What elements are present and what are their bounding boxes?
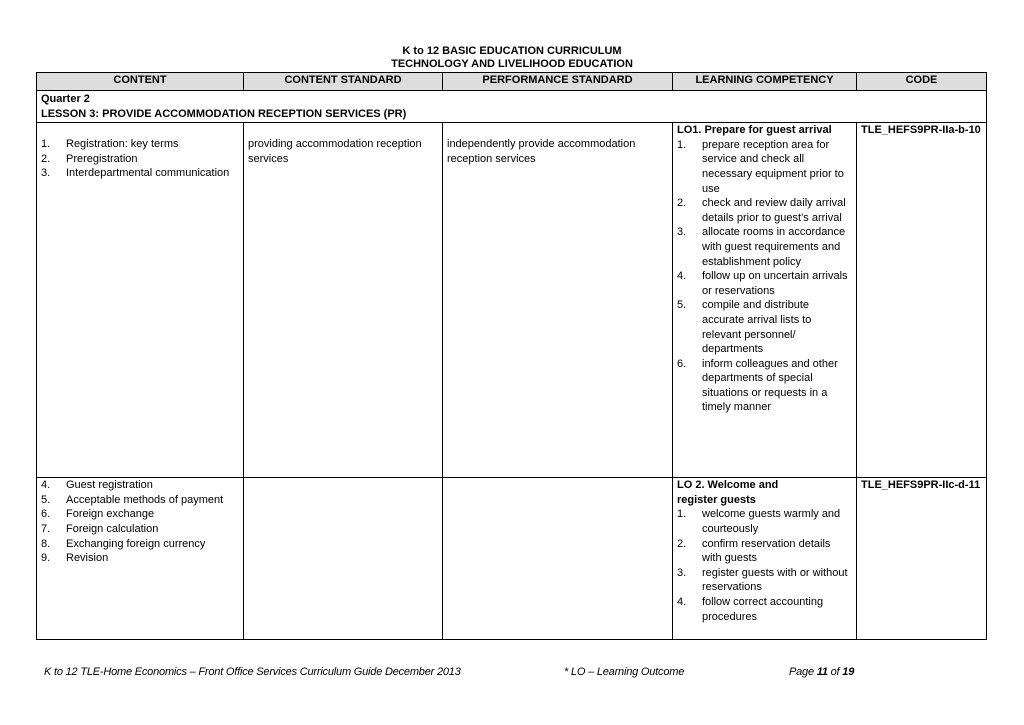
list-item: 5. Acceptable methods of payment xyxy=(41,493,224,506)
list-item: 7. Foreign calculation xyxy=(41,522,159,535)
content-cell xyxy=(37,478,244,640)
list-item: 1. prepare reception area for service and check all necessary equipment prior to use xyxy=(677,138,844,195)
list-item: 8. Exchanging foreign currency xyxy=(41,537,206,550)
table-row xyxy=(37,123,987,478)
table-row xyxy=(37,478,987,640)
list-item: 1. Registration: key terms xyxy=(41,138,179,151)
column-header-code: CODE xyxy=(857,73,987,91)
learning-outcome-title: LO1. Prepare for guest arrival xyxy=(677,124,832,137)
table-header-row xyxy=(37,73,987,91)
list-item: 4. follow correct accounting procedures xyxy=(677,595,824,623)
document-title: K to 12 BASIC EDUCATION CURRICULUM xyxy=(402,45,622,57)
list-item: 2. check and review daily arrival details prior to guest’s arrival xyxy=(677,197,846,224)
performance-standard-cell xyxy=(443,478,673,640)
column-header-content-standard: CONTENT STANDARD xyxy=(244,73,443,91)
code-cell: TLE_HEFS9PR-IIc-d-11 xyxy=(857,478,987,640)
code-cell: TLE_HEFS9PR-IIa-b-10 xyxy=(857,123,987,478)
content-standard-cell xyxy=(244,478,443,640)
section-row xyxy=(37,91,987,123)
performance-standard-cell: independently provide accommodation reception services xyxy=(443,123,673,478)
lesson-title: LESSON 3: PROVIDE ACCOMMODATION RECEPTION SERVICES (PR) xyxy=(41,107,407,120)
list-item: 2. confirm reservation details with guests xyxy=(677,537,831,565)
column-header-learning-competency: LEARNING COMPETENCY xyxy=(673,73,857,91)
list-item: 6. Foreign exchange xyxy=(41,508,155,521)
column-header-content: CONTENT xyxy=(37,73,244,91)
column-header-performance-standard: PERFORMANCE STANDARD xyxy=(443,73,673,91)
list-item: 4. follow up on uncertain arrivals or reservations xyxy=(677,270,848,297)
list-item: 3. Interdepartmental communication xyxy=(41,167,230,180)
list-item: 4. Guest registration xyxy=(41,479,153,492)
list-item: 2. Preregistration xyxy=(41,152,138,165)
quarter-label: Quarter 2 xyxy=(41,93,90,105)
list-item: 1. welcome guests warmly and courteously xyxy=(677,508,841,535)
learning-competency-cell xyxy=(673,123,857,478)
list-item: 6. inform colleagues and other departments of special situations or requests in a timely manner xyxy=(677,357,838,414)
content-standard-cell: providing accommodation reception services xyxy=(244,123,443,478)
page-number: Page 11 of 19 xyxy=(789,666,855,678)
footer-guide-title: K to 12 TLE-Home Economics – Front Office Services Curriculum Guide December 2013 xyxy=(44,666,461,678)
section-heading xyxy=(37,91,987,123)
curriculum-table xyxy=(36,72,987,640)
document-subtitle: TECHNOLOGY AND LIVELIHOOD EDUCATION xyxy=(391,58,633,70)
footer-legend: * LO – Learning Outcome xyxy=(564,666,685,678)
learning-competency-cell xyxy=(673,478,857,640)
list-item: 3. register guests with or without reservations xyxy=(677,566,848,594)
learning-outcome-title: LO 2. Welcome and register guests xyxy=(677,479,779,506)
list-item: 5. compile and distribute accurate arrival lists to relevant personnel/ departments xyxy=(677,299,812,356)
list-item: 9. Revision xyxy=(41,552,109,565)
list-item: 3. allocate rooms in accordance with guest requirements and establishment policy xyxy=(677,226,846,268)
content-cell xyxy=(37,123,244,478)
